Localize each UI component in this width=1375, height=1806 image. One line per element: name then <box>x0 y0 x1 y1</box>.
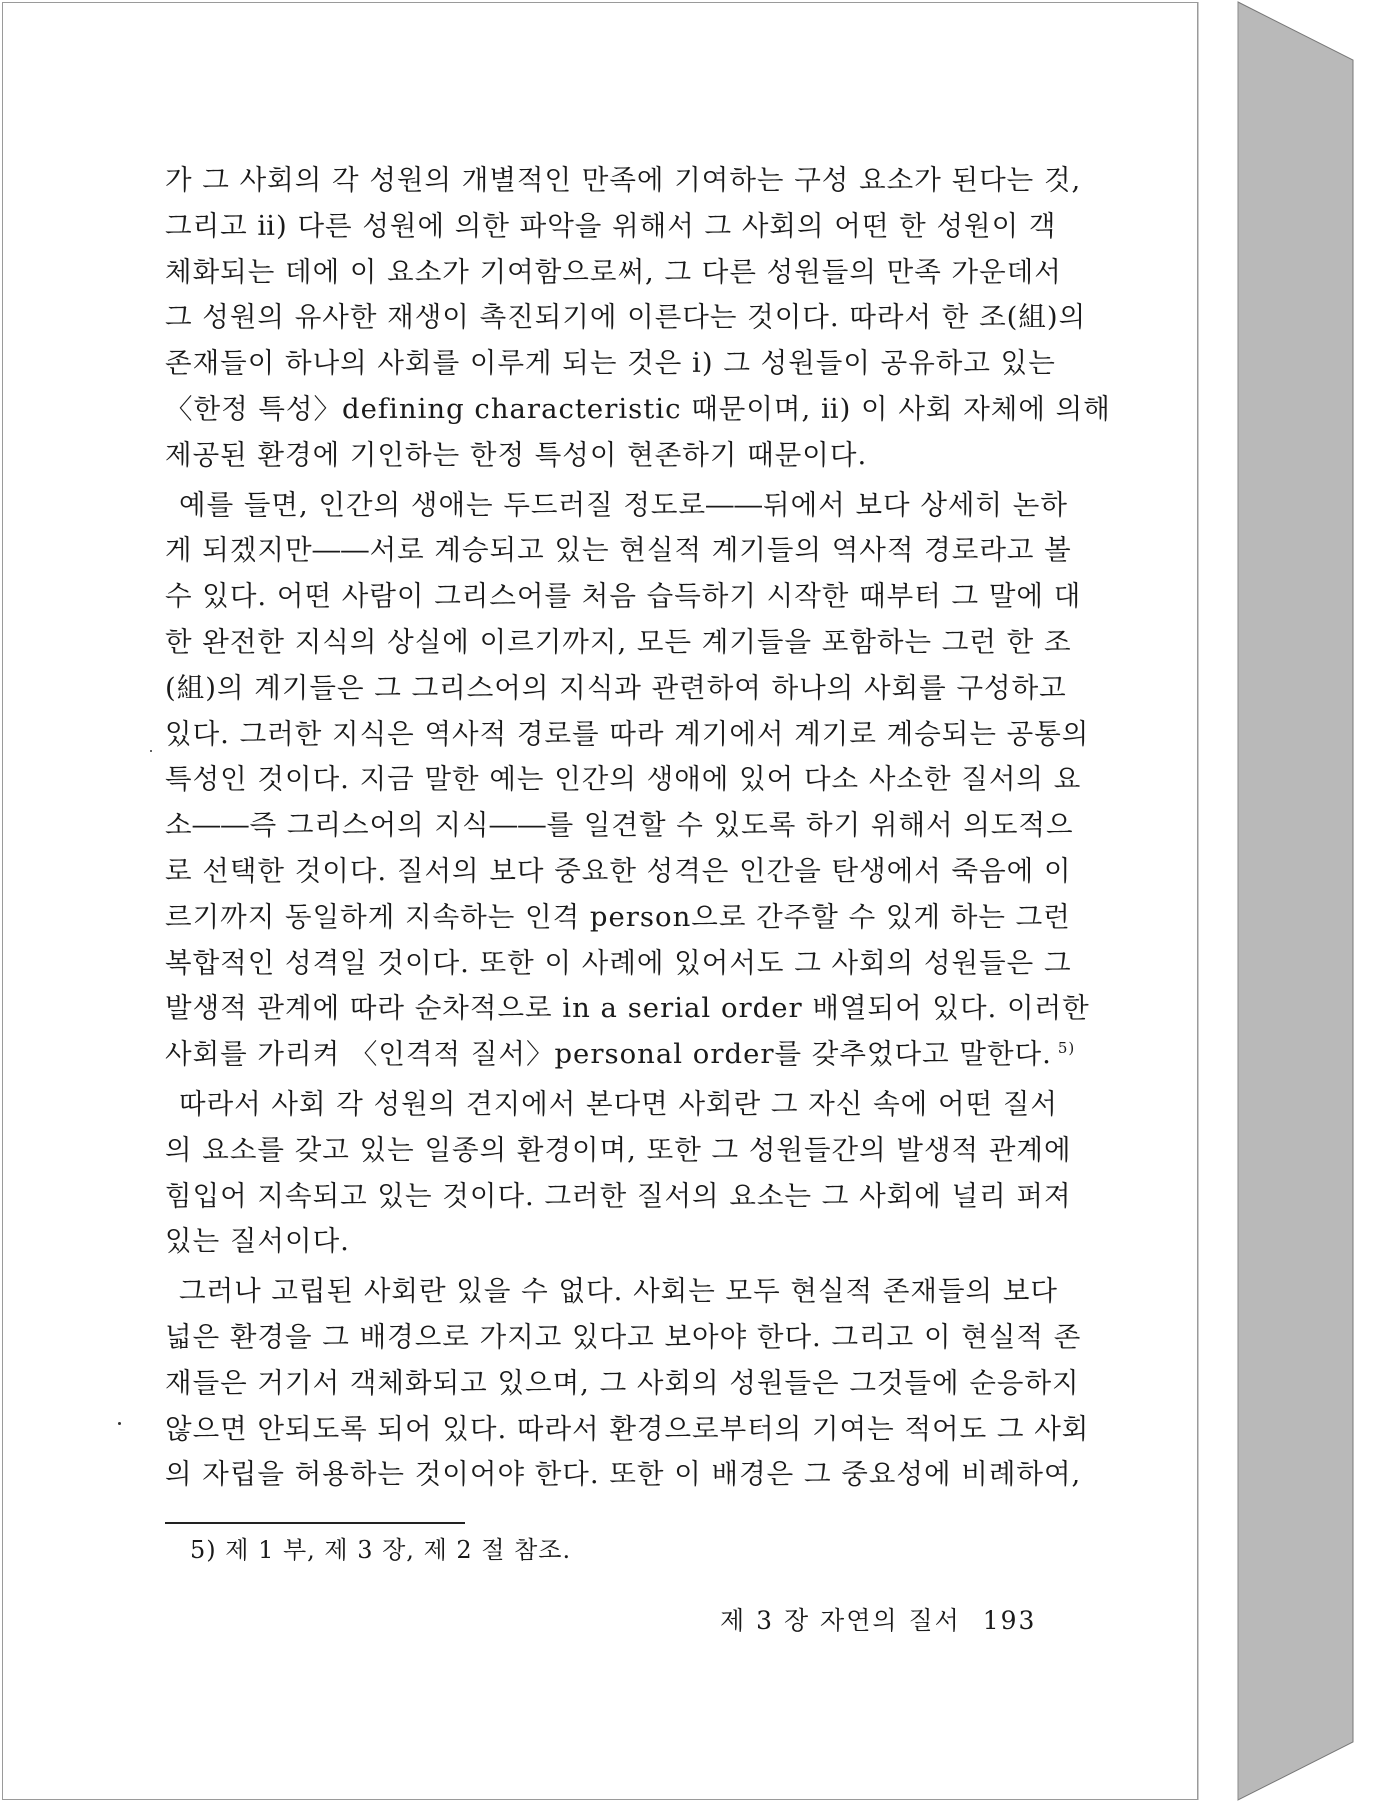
body-line: 수 있다. 어떤 사람이 그리스어를 처음 습득하기 시작한 때부터 그 말에 대 <box>165 580 1082 613</box>
body-line: (組)의 계기들은 그 그리스어의 지식과 관련하여 하나의 사회를 구성하고 <box>165 671 1067 704</box>
body-line: 넓은 환경을 그 배경으로 가지고 있다고 보아야 한다. 그리고 이 현실적 존 <box>165 1320 1082 1353</box>
body-text <box>165 158 1111 1498</box>
body-line: 소――즉 그리스어의 지식――를 일견할 수 있도록 하기 위해서 의도적으 <box>165 809 1074 842</box>
print-speck <box>118 1422 121 1425</box>
body-line: 가 그 사회의 각 성원의 개별적인 만족에 기여하는 구성 요소가 된다는 것, <box>165 164 1082 196</box>
body-line: 로 선택한 것이다. 질서의 보다 중요한 성격은 인간을 탄생에서 죽음에 이 <box>165 854 1072 887</box>
body-line: 그리고 ⅱ) 다른 성원에 의한 파악을 위해서 그 사회의 어떤 한 성원이 객 <box>165 209 1057 242</box>
body-line: 있다. 그러한 지식은 역사적 경로를 따라 계기에서 계기로 계승되는 공통의 <box>165 717 1090 750</box>
body-line: 게 되겠지만――서로 계승되고 있는 현실적 계기들의 역사적 경로라고 볼 <box>165 534 1072 567</box>
body-line: 발생적 관계에 따라 순차적으로 in a serial order 배열되어 있다. 이러한 <box>165 992 1090 1025</box>
body-line: 힘입어 지속되고 있는 것이다. 그러한 질서의 요소는 그 사회에 널리 퍼져 <box>165 1179 1072 1212</box>
running-footer <box>720 1601 1036 1641</box>
body-line: 체화되는 데에 이 요소가 기여함으로써, 그 다른 성원들의 만족 가운데서 <box>165 255 1062 288</box>
body-line: 의 자립을 허용하는 것이어야 한다. 또한 이 배경은 그 중요성에 비례하여, <box>165 1458 1082 1491</box>
book-page-edge <box>1198 2 1358 1800</box>
body-line: 그 성원의 유사한 재생이 촉진되기에 이른다는 것이다. 따라서 한 조(組)의 <box>165 301 1087 334</box>
body-line: 있는 질서이다. <box>165 1225 350 1258</box>
body-line: 존재들이 하나의 사회를 이루게 되는 것은 ⅰ) 그 성원들이 공유하고 있는 <box>165 347 1056 380</box>
footnote: 5) 제 1 부, 제 3 장, 제 2 절 참조. <box>190 1536 572 1564</box>
footnote-divider <box>165 1522 465 1524</box>
body-line: 〈한정 특성〉defining characteristic 때문이며, ⅱ) 이 사회 자체에 의해 <box>165 392 1111 425</box>
body-line: 복합적인 성격일 것이다. 또한 이 사례에 있어서도 그 사회의 성원들은 그 <box>165 946 1072 979</box>
body-line: 제공된 환경에 기인하는 한정 특성이 현존하기 때문이다. <box>165 438 868 471</box>
body-line: 않으면 안되도록 되어 있다. 따라서 환경으로부터의 기여는 적어도 그 사회 <box>165 1412 1090 1445</box>
body-line: 한 완전한 지식의 상실에 이르기까지, 모든 계기들을 포함하는 그런 한 조 <box>165 625 1072 658</box>
body-line: 특성인 것이다. 지금 말한 예는 인간의 생애에 있어 다소 사소한 질서의 요 <box>165 763 1082 796</box>
body-line: 르기까지 동일하게 지속하는 인격 person으로 간주할 수 있게 하는 그런 <box>165 900 1071 933</box>
paragraph-first-line: 따라서 사회 각 성원의 견지에서 본다면 사회란 그 자신 속에 어떤 질서 <box>179 1087 1058 1120</box>
body-line-text: 사회를 가리켜 〈인격적 질서〉personal order를 갖추었다고 말한다. <box>165 1038 1052 1071</box>
chapter-title: 제 3 장 자연의 질서 <box>720 1606 961 1635</box>
body-line: 재들은 거기서 객체화되고 있으며, 그 사회의 성원들은 그것들에 순응하지 <box>165 1366 1080 1399</box>
paragraph-first-line: 그러나 고립된 사회란 있을 수 없다. 사회는 모두 현실적 존재들의 보다 <box>179 1275 1058 1308</box>
footnote-reference: 5) <box>1057 1038 1076 1057</box>
page-number: 193 <box>982 1606 1037 1635</box>
body-line: 의 요소를 갖고 있는 일종의 환경이며, 또한 그 성원들간의 발생적 관계에 <box>165 1133 1072 1166</box>
print-speck <box>150 750 152 752</box>
body-line <box>165 1032 1076 1078</box>
paragraph-first-line: 예를 들면, 인간의 생애는 두드러질 정도로――뒤에서 보다 상세히 논하 <box>179 488 1068 521</box>
